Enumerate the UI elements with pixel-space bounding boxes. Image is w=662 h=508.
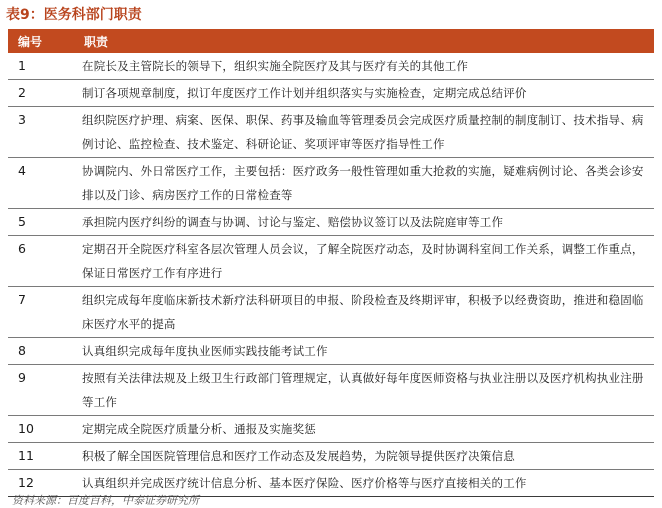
table-row — [8, 80, 654, 107]
table-row — [8, 209, 654, 236]
header-number: 编号 — [18, 34, 43, 49]
row-duty-text: 制订各项规章制度，拟订年度医疗工作计划并组织落实与实施检查，定期完成总结评价 — [74, 80, 654, 107]
table-header-row — [8, 29, 654, 53]
row-number: 8 — [8, 338, 74, 365]
header-duty: 职责 — [84, 34, 109, 49]
table-row — [8, 470, 654, 497]
row-duty-text: 积极了解全国医院管理信息和医疗工作动态及发展趋势，为院领导提供医疗决策信息 — [74, 443, 654, 470]
row-duty-text: 承担院内医疗纠纷的调查与协调、讨论与鉴定、赔偿协议签订以及法院庭审等工作 — [74, 209, 654, 236]
table-row — [8, 338, 654, 365]
row-number: 5 — [8, 209, 74, 236]
table-row — [8, 236, 654, 287]
row-duty-text: 定期召开全院医疗科室各层次管理人员会议，了解全院医疗动态，及时协调科室间工作关系，调整工作重点，保证日常医疗工作有序进行 — [74, 236, 654, 287]
row-number: 3 — [8, 107, 74, 158]
table-row — [8, 443, 654, 470]
table-row — [8, 416, 654, 443]
duties-table — [8, 29, 654, 497]
row-number: 12 — [8, 470, 74, 497]
row-number: 1 — [8, 53, 74, 80]
row-number: 10 — [8, 416, 74, 443]
row-duty-text: 在院长及主管院长的领导下，组织实施全院医疗及其与医疗有关的其他工作 — [74, 53, 654, 80]
row-duty-text: 按照有关法律法规及上级卫生行政部门管理规定，认真做好每年度医师资格与执业注册以及医疗机构执业注册等工作 — [74, 365, 654, 416]
row-number: 7 — [8, 287, 74, 338]
table-row — [8, 158, 654, 209]
row-number: 9 — [8, 365, 74, 416]
row-number: 4 — [8, 158, 74, 209]
row-number: 11 — [8, 443, 74, 470]
row-duty-text: 定期完成全院医疗质量分析、通报及实施奖惩 — [74, 416, 654, 443]
table-row — [8, 53, 654, 80]
source-note: 资料来源：百度百科，中泰证券研究所 — [12, 494, 199, 507]
table-row — [8, 107, 654, 158]
row-duty-text: 认真组织完成每年度执业医师实践技能考试工作 — [74, 338, 654, 365]
table-row — [8, 365, 654, 416]
row-number: 2 — [8, 80, 74, 107]
table-title: 表9：医务科部门职责 — [6, 7, 142, 23]
row-duty-text: 认真组织并完成医疗统计信息分析、基本医疗保险、医疗价格等与医疗直接相关的工作 — [74, 470, 654, 497]
row-number: 6 — [8, 236, 74, 287]
row-duty-text: 协调院内、外日常医疗工作，主要包括：医疗政务一般性管理如重大抢救的实施，疑难病例讨论、各类会诊安排以及门诊、病房医疗工作的日常检查等 — [74, 158, 654, 209]
row-duty-text: 组织院医疗护理、病案、医保、职保、药事及输血等管理委员会完成医疗质量控制的制度制订、技术指导、病例讨论、监控检查、技术鉴定、科研论证、奖项评审等医疗指导性工作 — [74, 107, 654, 158]
table-row — [8, 287, 654, 338]
row-duty-text: 组织完成每年度临床新技术新疗法科研项目的申报、阶段检查及终期评审，积极予以经费资助，推进和稳固临床医疗水平的提高 — [74, 287, 654, 338]
